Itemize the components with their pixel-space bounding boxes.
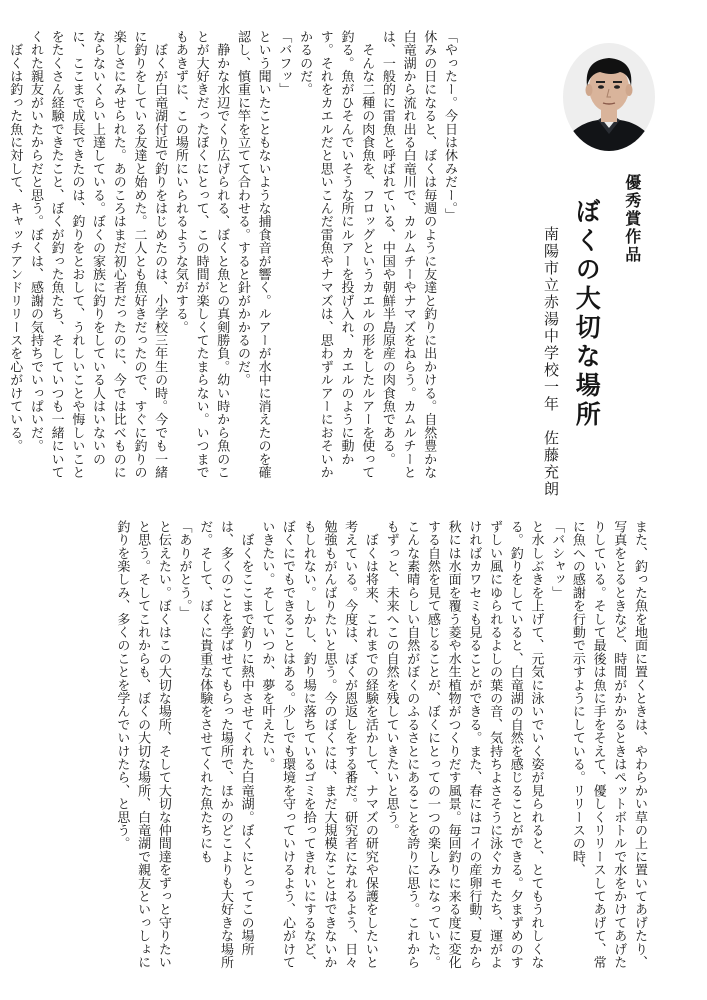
essay-heading xyxy=(517,168,657,498)
author-byline: 南陽市立赤湯中学校一年 佐藤充朗 xyxy=(542,226,560,498)
essay-title: ぼくの大切な場所 xyxy=(572,198,602,430)
essay-body-lower: また、釣った魚を地面に置くときは、やわらかい草の上に置いてあげたり、写真をとるときなど、時間がかかるときはペットボトルで水をかけてあげたりしている。そして最後は魚に手をそえて、優しくリリースしてあげて、常に魚への感謝を行動で示すようにしている。リリースの時、 「バシャッ」 と水しぶきを上げて、元気に泳いでいく姿が見られると、とてもうれしくなる。釣りをしていると、白竜湖の自然を感じることができる。夕まずめのすずしい風にゆられるよしの葉の音、気持ちよさそうに泳ぐカモたち、運がよければカワセミも見ることができる。また、春にはコイの産卵行動、夏から秋には水面を覆う菱や水生植物がつくりだす風景。毎回釣りに来る度に変化する自然を見て感じることが、ぼくにとっての一つの楽しみになっていた。こんな素晴らしい自然がぼくのふるさとにあることを誇りに思う。これからもずっと、未来へこの自然を残していきたいと思う。 ぼくは将来、これまでの経験を活かして、ナマズの研究や保護をしたいと考えている。今度は、ぼくが恩返しをする番だ。研究者になれるよう、日々勉強もがんばりたいと思う。今のぼくには、まだ大規模なことはできないかもしれない。しかし、釣り場に落ちているゴミを拾ってきれいにするなど、ぼくにでもできることはある。少しでも環境を守っていけるよう、心がけていきたい。そしていつか、夢を叶えたい。 ぼくをここまで釣りに熱中させてくれた白竜湖。ぼくにとってこの場所は、多くのことを学ばせてもらった場所で、ほかのどこよりも大好きな場所だ。そして、ぼくに貴重な体験をさせてくれた魚たちにも 「ありがとう。」 と伝えたい。ぼくはこの大切な場所、そして大切な仲間達をずっと守りたいと思う。そしてこれからも、ぼくの大切な場所、白竜湖で親友といっしょに釣りを楽しみ、多くのことを学んでいけたら、と思う。 xyxy=(114,520,647,969)
essay-body-upper: 「やったー。今日は休みだー。」 休みの日になると、ぼくは毎週のように友達と釣りに出かける。自然豊かな白竜湖から流れ出る白竜川で、カルムチーやナマズをねらう。カムルチーとは、一般的に雷魚と呼ばれている、中国や朝鮮半島原産の肉食魚である。 そんな二種の肉食魚を、フロッグというカエルの形をしたルアーを使って釣る。魚がひそんでいそうな所にルアーを投げ入れ、カエルのように動かす。それをカエルだと思いこんだ雷魚やナマズは、思わずルアーにおそいかかるのだ。 「バフッ」 という聞いたこともないような捕食音が響く。ルアーが水中に消えたのを確認し、慎重に竿を立てて合わせる。すると針がかかるのだ。 静かな水辺でくり広げられる、ぼくと魚との真剣勝負。幼い時から魚のことが大好きだったぼくにとって、この時間が楽しくてたまらない。いつまでもあきずに、この場所にいられるような気がする。 ぼくが白竜湖付近で釣りをはじめたのは、小学校三年生の時。今でも一緒に釣りをしている友達と始めた。二人とも魚好きだったので、すぐに釣りの楽しさにみせられた。あのころはまだ初心者だったのに、今では比べものにならないくらい上達している。ぼくの家族に釣りをしている人はいないのに、ここまで成長できたのは、釣りをとおして、うれしいことや悔しいことをたくさん経験できたこと、ぼくが釣った魚たち、そしていつも一緒にいてくれた親友がいたからだと思う。ぼくは、感謝の気持ちでいっぱいだ。 ぼくは釣った魚に対して、キャッチアンドリリースを心がけている。 xyxy=(7,30,457,479)
student-portrait-icon xyxy=(562,42,656,152)
author-portrait xyxy=(562,42,656,152)
award-label: 優秀賞作品 xyxy=(622,174,642,264)
